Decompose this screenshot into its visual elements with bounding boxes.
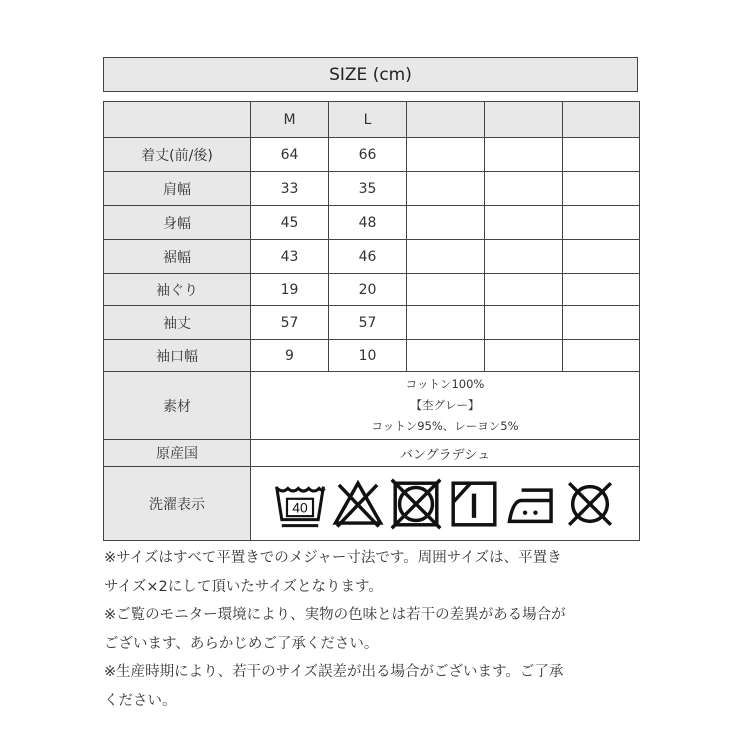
table-row xyxy=(104,206,640,240)
header-cell xyxy=(104,102,251,138)
care-icons xyxy=(251,467,640,541)
origin-label: 原産国 xyxy=(104,440,251,467)
cell: 10 xyxy=(329,340,407,372)
row-label: 身幅 xyxy=(104,206,251,240)
cell: 33 xyxy=(251,172,329,206)
table-row xyxy=(104,172,640,206)
cell: 66 xyxy=(329,138,407,172)
material-value xyxy=(251,372,640,440)
no-bleach-icon xyxy=(332,478,384,530)
header-cell xyxy=(407,102,485,138)
no-tumble-dry-icon xyxy=(390,478,442,530)
size-title: SIZE (cm) xyxy=(103,57,638,92)
note-line: サイズ×2にして頂いたサイズとなります。 xyxy=(104,578,383,595)
notes xyxy=(104,544,644,715)
row-label: 肩幅 xyxy=(104,172,251,206)
cell: 35 xyxy=(329,172,407,206)
header-size-m: M xyxy=(251,102,329,138)
note-line: ※サイズはすべて平置きでのメジャー寸法です。周囲サイズは、平置き xyxy=(104,550,562,566)
note-line: ※生産時期により、若干のサイズ誤差が出る場合がございます。ご了承 xyxy=(104,664,564,680)
header-cell xyxy=(485,102,563,138)
header-cell xyxy=(563,102,640,138)
wash-40-icon xyxy=(274,478,326,530)
table-row xyxy=(104,138,640,172)
cell: 9 xyxy=(251,340,329,372)
size-table xyxy=(103,101,640,541)
iron-medium-icon xyxy=(506,478,558,530)
line-dry-shade-icon xyxy=(448,478,500,530)
origin-value: バングラデシュ xyxy=(251,440,640,467)
row-label: 袖ぐり xyxy=(104,274,251,306)
table-row xyxy=(104,306,640,340)
cell: 20 xyxy=(329,274,407,306)
material-line: コットン100% xyxy=(405,377,485,391)
cell: 57 xyxy=(329,306,407,340)
table-row xyxy=(104,240,640,274)
note-line: ございます、あらかじめご了承ください。 xyxy=(104,635,379,652)
row-label: 着丈(前/後) xyxy=(104,138,251,172)
table-row xyxy=(104,340,640,372)
no-dry-clean-icon xyxy=(564,478,616,530)
table-header-row xyxy=(104,102,640,138)
table-row xyxy=(104,274,640,306)
care-label: 洗濯表示 xyxy=(104,467,251,541)
cell: 19 xyxy=(251,274,329,306)
note-line: ※ご覧のモニター環境により、実物の色味とは若干の差異がある場合が xyxy=(104,607,566,623)
material-row xyxy=(104,372,640,440)
origin-row xyxy=(104,440,640,467)
row-label: 裾幅 xyxy=(104,240,251,274)
cell: 57 xyxy=(251,306,329,340)
material-line: コットン95%、レーヨン5% xyxy=(371,419,519,433)
care-row xyxy=(104,467,640,541)
cell: 46 xyxy=(329,240,407,274)
row-label: 袖口幅 xyxy=(104,340,251,372)
material-label: 素材 xyxy=(104,372,251,440)
cell: 45 xyxy=(251,206,329,240)
svg-text:40: 40 xyxy=(292,499,308,516)
cell: 64 xyxy=(251,138,329,172)
material-line: 【杢グレー】 xyxy=(410,398,480,412)
header-size-l: L xyxy=(329,102,407,138)
cell: 43 xyxy=(251,240,329,274)
row-label: 袖丈 xyxy=(104,306,251,340)
note-line: ください。 xyxy=(104,692,177,709)
cell: 48 xyxy=(329,206,407,240)
